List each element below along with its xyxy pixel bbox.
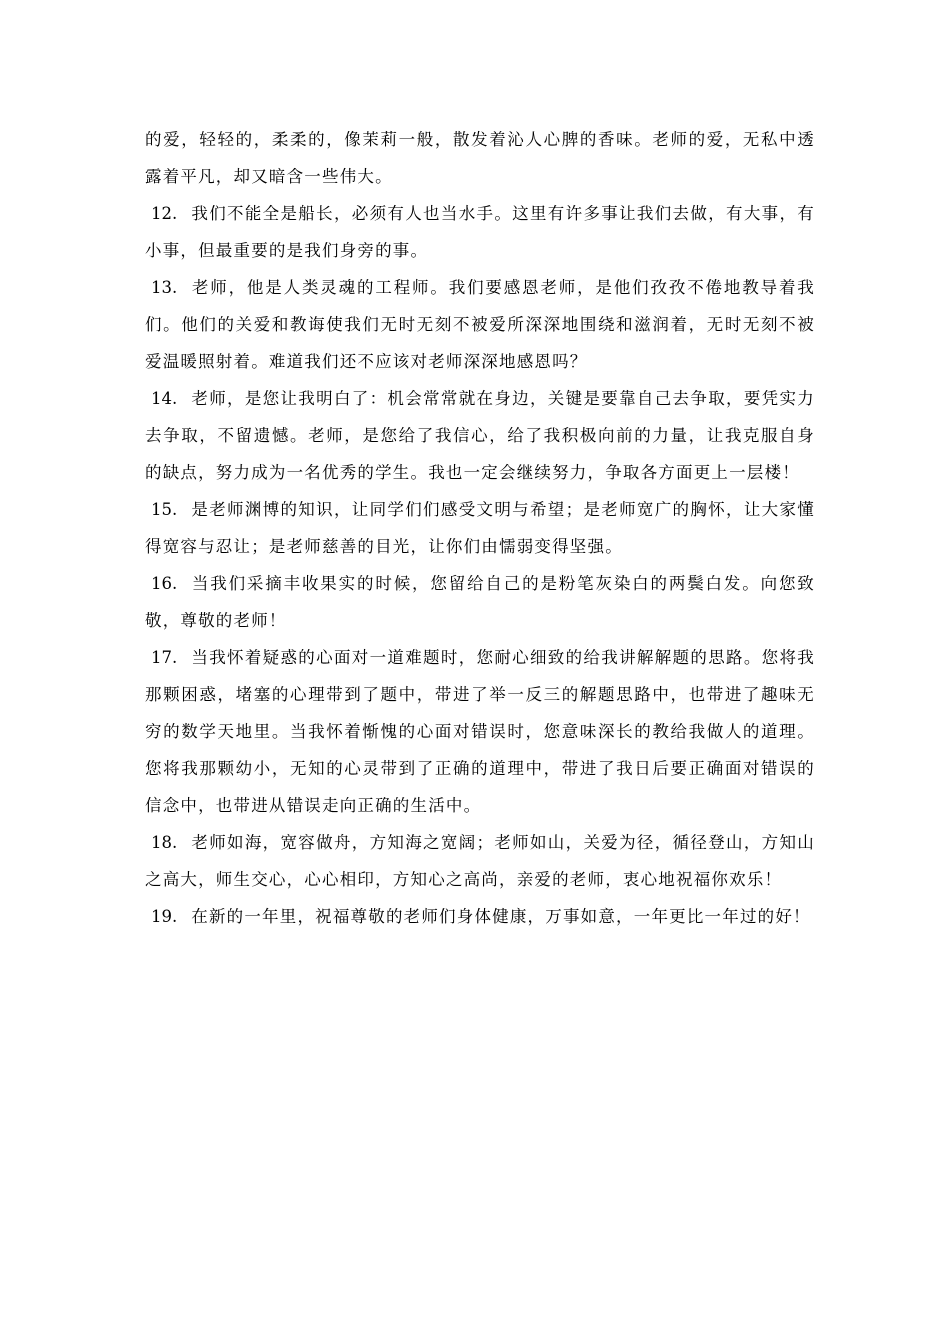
item-text: 在新的一年里，祝福尊敬的老师们身体健康，万事如意，一年更比一年过的好！: [191, 907, 811, 926]
list-item: [145, 380, 815, 491]
item-number: 16.: [151, 574, 178, 593]
list-item: [145, 639, 815, 824]
item-text: 是老师渊博的知识，让同学们们感受文明与希望；是老师宽广的胸怀，让大家懂得宽容与忍让；是老师慈善的目光，让你们由懦弱变得坚强。: [145, 500, 815, 556]
list-item: [145, 898, 815, 935]
item-text: 老师如海，宽容做舟，方知海之宽阔；老师如山，关爱为径，循径登山，方知山之高大，师生交心，心心相印，方知心之高尚，亲爱的老师，衷心地祝福你欢乐！: [145, 833, 815, 889]
item-number: 17.: [151, 648, 178, 667]
item-number: 19.: [151, 907, 178, 926]
item-number: 18.: [151, 833, 178, 852]
item-text: 当我怀着疑惑的心面对一道难题时，您耐心细致的给我讲解解题的思路。您将我那颗困惑，堵塞的心理带到了题中，带进了举一反三的解题思路中，也带进了趣味无穷的数学天地里。当我怀着惭愧的心面对错误时，您意味深长的教给我做人的道理。您将我那颗幼小，无知的心灵带到了正确的道理中，带进了我日后要正确面对错误的信念中，也带进从错误走向正确的生活中。: [145, 648, 815, 815]
document-page: [145, 121, 815, 935]
item-text: 老师，他是人类灵魂的工程师。我们要感恩老师，是他们孜孜不倦地教导着我们。他们的关爱和教诲使我们无时无刻不被爱所深深地围绕和滋润着，无时无刻不被爱温暖照射着。难道我们还不应该对老师深深地感恩吗？: [145, 278, 815, 371]
list-item: [145, 269, 815, 380]
item-number: 13.: [151, 278, 178, 297]
list-item: [145, 824, 815, 898]
item-text: 我们不能全是船长，必须有人也当水手。这里有许多事让我们去做，有大事，有小事，但最重要的是我们身旁的事。: [145, 204, 815, 260]
item-number: 14.: [151, 389, 178, 408]
list-item: [145, 491, 815, 565]
item-text: 老师，是您让我明白了：机会常常就在身边，关键是要靠自己去争取，要凭实力去争取，不留遗憾。老师，是您给了我信心，给了我积极向前的力量，让我克服自身的缺点，努力成为一名优秀的学生。我也一定会继续努力，争取各方面更上一层楼！: [145, 389, 815, 482]
item-number: 12.: [151, 204, 178, 223]
list-item: [145, 565, 815, 639]
item-text: 当我们采摘丰收果实的时候，您留给自己的是粉笔灰染白的两鬓白发。向您致敬，尊敬的老师！: [145, 574, 815, 630]
item-number: 15.: [151, 500, 178, 519]
continuation-paragraph: 的爱，轻轻的，柔柔的，像茉莉一般，散发着沁人心脾的香味。老师的爱，无私中透露着平凡，却又暗含一些伟大。: [145, 130, 815, 186]
list-item: [145, 195, 815, 269]
